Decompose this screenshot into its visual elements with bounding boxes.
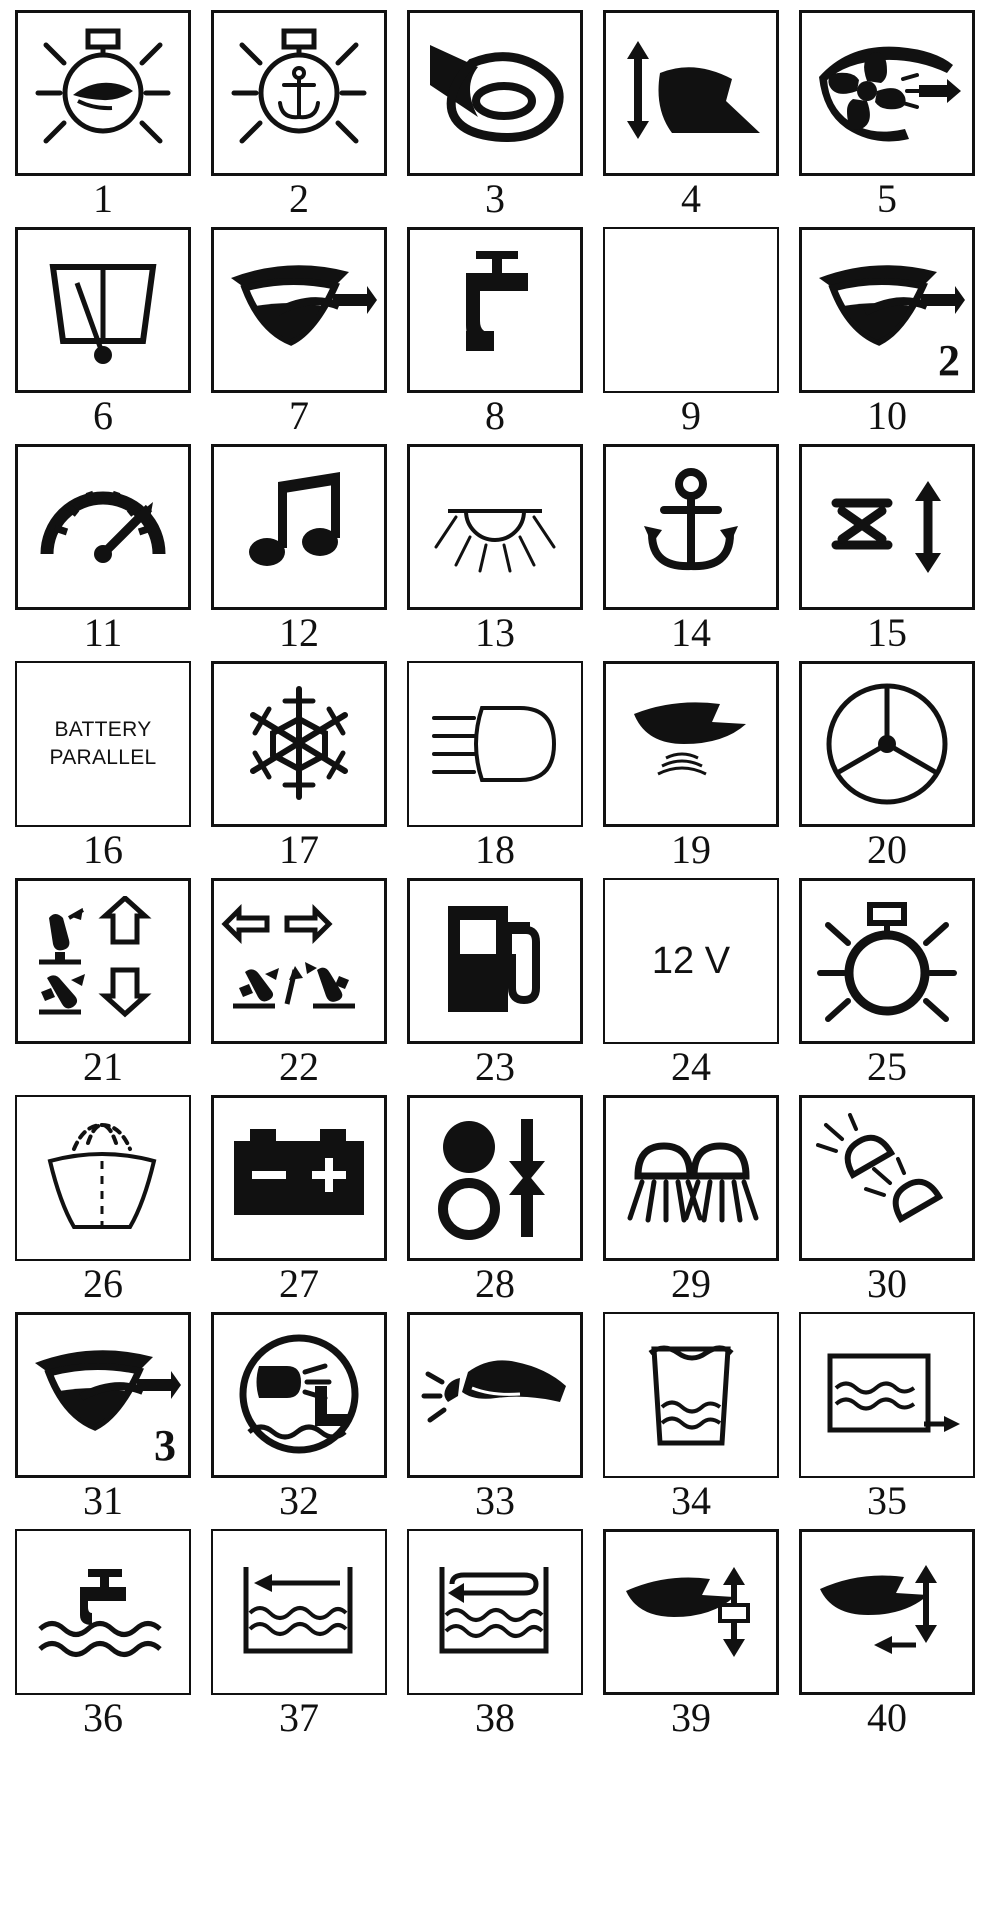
speed-badge: 2 [938,336,960,385]
music-notes-icon [211,444,387,610]
symbol-number: 12 [279,610,319,655]
symbol-cell-32[interactable] [210,1312,388,1522]
symbol-cell-19[interactable] [602,661,780,871]
symbol-number: 10 [867,393,907,438]
symbol-cell-24[interactable] [602,878,780,1088]
battery-parallel-label: BATTERY PARALLEL [49,717,157,769]
speedometer-icon [15,444,191,610]
symbol-number: 26 [83,1261,123,1306]
symbol-cell-5[interactable] [798,10,976,220]
fuel-pump-icon [407,878,583,1044]
symbol-number: 25 [867,1044,907,1089]
twelve-volt-text-icon [603,878,779,1044]
depth-sounder-boat-icon [603,661,779,827]
symbol-number: 39 [671,1695,711,1740]
wiper-two-speed-icon [799,227,975,393]
symbol-number: 1 [93,176,113,221]
symbol-number: 33 [475,1478,515,1523]
symbol-cell-31[interactable] [14,1312,192,1522]
float-switch-icon [407,1095,583,1261]
symbol-cell-22[interactable] [210,878,388,1088]
symbol-row [14,661,976,871]
battery-icon [211,1095,387,1261]
symbol-number: 19 [671,827,711,872]
symbol-number: 8 [485,393,505,438]
symbol-cell-23[interactable] [406,878,584,1088]
symbol-cell-20[interactable] [798,661,976,871]
symbol-cell-8[interactable] [406,227,584,437]
trim-tabs-up-down-icon [603,10,779,176]
symbol-cell-16[interactable] [14,661,192,871]
windshield-wiper-icon [211,227,387,393]
symbol-cell-38[interactable] [406,1529,584,1739]
symbol-row [14,1095,976,1305]
symbol-number: 24 [671,1044,711,1089]
symbol-number: 38 [475,1695,515,1740]
symbol-cell-33[interactable] [406,1312,584,1522]
symbol-cell-7[interactable] [210,227,388,437]
symbol-cell-26[interactable] [14,1095,192,1305]
wiper-three-speed-icon [15,1312,191,1478]
freshwater-faucet-icon [407,227,583,393]
boat-trim-icon [799,1529,975,1695]
washdown-pump-icon [15,1529,191,1695]
baitwell-drain-icon [799,1312,975,1478]
symbol-cell-12[interactable] [210,444,388,654]
symbol-cell-14[interactable] [602,444,780,654]
symbol-cell-30[interactable] [798,1095,976,1305]
underwater-light-icon [211,1312,387,1478]
symbol-cell-11[interactable] [14,444,192,654]
symbol-number: 23 [475,1044,515,1089]
symbol-cell-4[interactable] [602,10,780,220]
symbol-number: 13 [475,610,515,655]
symbol-cell-27[interactable] [210,1095,388,1305]
livewell-recirculate-icon [407,1529,583,1695]
dome-light-icon [407,444,583,610]
windshield-washer-icon [15,1095,191,1261]
symbol-number: 31 [83,1478,123,1523]
symbol-cell-1[interactable] [14,10,192,220]
symbol-cell-6[interactable] [14,227,192,437]
cabin-light-icon [799,878,975,1044]
symbol-number: 34 [671,1478,711,1523]
symbol-cell-39[interactable] [602,1529,780,1739]
symbol-row [14,1529,976,1739]
jack-plate-updown-icon [603,1529,779,1695]
refrigeration-snowflake-icon [211,661,387,827]
blank-icon [603,227,779,393]
symbol-cell-36[interactable] [14,1529,192,1739]
headlight-icon [407,661,583,827]
symbol-number: 14 [671,610,711,655]
symbol-number: 20 [867,827,907,872]
symbol-row [14,878,976,1088]
symbol-cell-25[interactable] [798,878,976,1088]
symbol-row [14,227,976,437]
twin-docking-lights-icon [799,1095,975,1261]
symbol-number: 5 [877,176,897,221]
symbol-number: 16 [83,827,123,872]
symbol-number: 15 [867,610,907,655]
symbol-cell-35[interactable] [798,1312,976,1522]
symbol-number: 9 [681,393,701,438]
voltage-label: 12 V [651,939,731,982]
symbol-number: 18 [475,827,515,872]
anchor-icon [603,444,779,610]
symbol-number: 11 [83,610,123,655]
symbol-cell-40[interactable] [798,1529,976,1739]
livewell-fill-icon [211,1529,387,1695]
symbol-number: 7 [289,393,309,438]
horn-icon [407,10,583,176]
twin-spreader-lights-icon [603,1095,779,1261]
symbol-number: 37 [279,1695,319,1740]
symbol-number: 3 [485,176,505,221]
symbol-cell-18[interactable] [406,661,584,871]
symbol-cell-2[interactable] [210,10,388,220]
symbol-cell-28[interactable] [406,1095,584,1305]
symbol-cell-29[interactable] [602,1095,780,1305]
outboard-trim-leftright-icon [211,878,387,1044]
blower-fan-icon [799,10,975,176]
symbol-cell-21[interactable] [14,878,192,1088]
symbol-cell-34[interactable] [602,1312,780,1522]
bilge-pump-light-icon [15,10,191,176]
outboard-trim-updown-icon [15,878,191,1044]
battery-parallel-text-icon [15,661,191,827]
symbol-cell-17[interactable] [210,661,388,871]
symbol-cell-37[interactable] [210,1529,388,1739]
symbol-number: 29 [671,1261,711,1306]
symbol-number: 35 [867,1478,907,1523]
symbol-number: 6 [93,393,113,438]
symbol-number: 4 [681,176,701,221]
spotlight-hand-icon [407,1312,583,1478]
symbol-cell-9[interactable] [602,227,780,437]
symbol-row [14,444,976,654]
symbol-number: 36 [83,1695,123,1740]
symbol-number: 22 [279,1044,319,1089]
symbol-cell-10[interactable] [798,227,976,437]
anchor-light-icon [211,10,387,176]
symbol-number: 28 [475,1261,515,1306]
windlass-up-down-icon [799,444,975,610]
symbol-number: 2 [289,176,309,221]
symbol-row [14,10,976,220]
steering-wheel-icon [799,661,975,827]
symbol-row [14,1312,976,1522]
symbol-cell-13[interactable] [406,444,584,654]
livewell-icon [603,1312,779,1478]
gauge-meter-icon [15,227,191,393]
symbol-cell-3[interactable] [406,10,584,220]
symbol-number: 21 [83,1044,123,1089]
symbol-cell-15[interactable] [798,444,976,654]
symbol-number: 32 [279,1478,319,1523]
symbol-number: 27 [279,1261,319,1306]
symbol-number: 40 [867,1695,907,1740]
symbol-number: 30 [867,1261,907,1306]
speed-badge: 3 [154,1421,176,1470]
symbol-number: 17 [279,827,319,872]
